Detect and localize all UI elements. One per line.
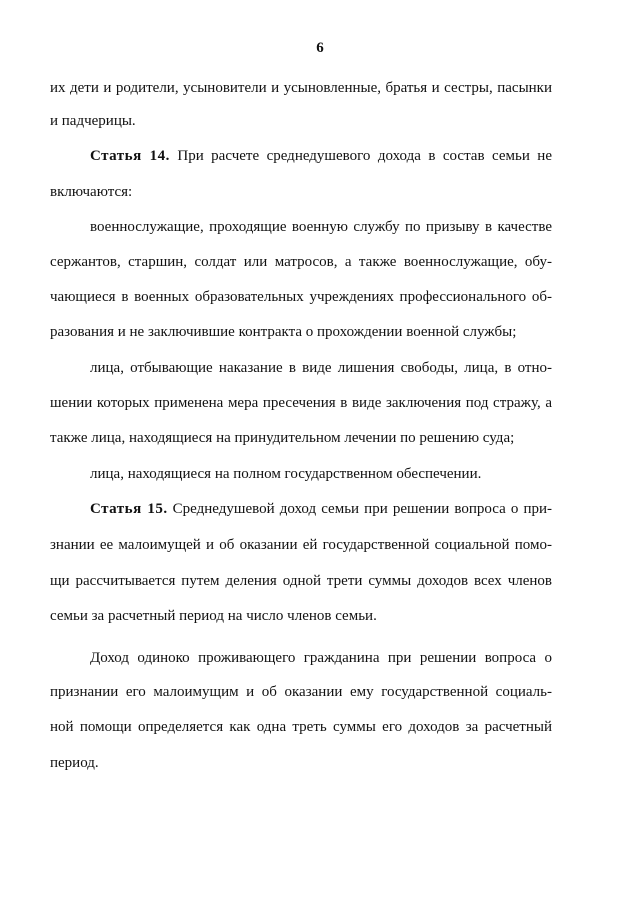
text-line: щи рассчитывается путем деления одной трети суммы доходов всех членов <box>50 573 552 589</box>
text-line: лица, отбывающие наказание в виде лишения свободы, лица, в отно- <box>90 360 552 376</box>
text-fragment: При расчете среднедушевого дохода в состав семьи не <box>169 148 552 164</box>
article-14-heading-line <box>90 146 552 166</box>
text-line: и падчерицы. <box>50 113 136 129</box>
text-line: также лица, находящиеся на принудительном лечении по решению суда; <box>50 430 515 446</box>
text-line: семьи за расчетный период на число членов семьи. <box>50 608 377 624</box>
article-label: Статья 15. <box>90 501 168 517</box>
text-fragment: Среднедушевой доход семьи при решении вопроса о при- <box>167 501 553 517</box>
page-number: 6 <box>316 40 324 56</box>
text-line: ной помощи определяется как одна треть суммы его доходов за расчетный <box>50 719 552 735</box>
text-line: их дети и родители, усыновители и усыновленные, братья и сестры, пасынки <box>50 80 552 96</box>
text-line: разования и не заключившие контракта о прохождении военной службы; <box>50 324 517 340</box>
text-line: лица, находящиеся на полном государственном обеспечении. <box>90 466 482 482</box>
article-15-heading-line <box>90 499 552 519</box>
text-line: включаются: <box>50 184 133 200</box>
text-line: период. <box>50 755 99 771</box>
text-line: знании ее малоимущей и об оказании ей государственной социальной помо- <box>50 537 552 553</box>
text-line: признании его малоимущим и об оказании ему государственной социаль- <box>50 684 552 700</box>
text-line: военнослужащие, проходящие военную службу по призыву в качестве <box>90 219 552 235</box>
text-line: сержантов, старшин, солдат или матросов, а также военнослужащие, обу- <box>50 254 552 270</box>
text-line: чающиеся в военных образовательных учреждениях профессионального об- <box>50 289 552 305</box>
text-line: шении которых применена мера пресечения в виде заключения под стражу, а <box>50 395 552 411</box>
article-label: Статья 14. <box>90 148 170 164</box>
text-line: Доход одиноко проживающего гражданина при решении вопроса о <box>90 650 552 666</box>
